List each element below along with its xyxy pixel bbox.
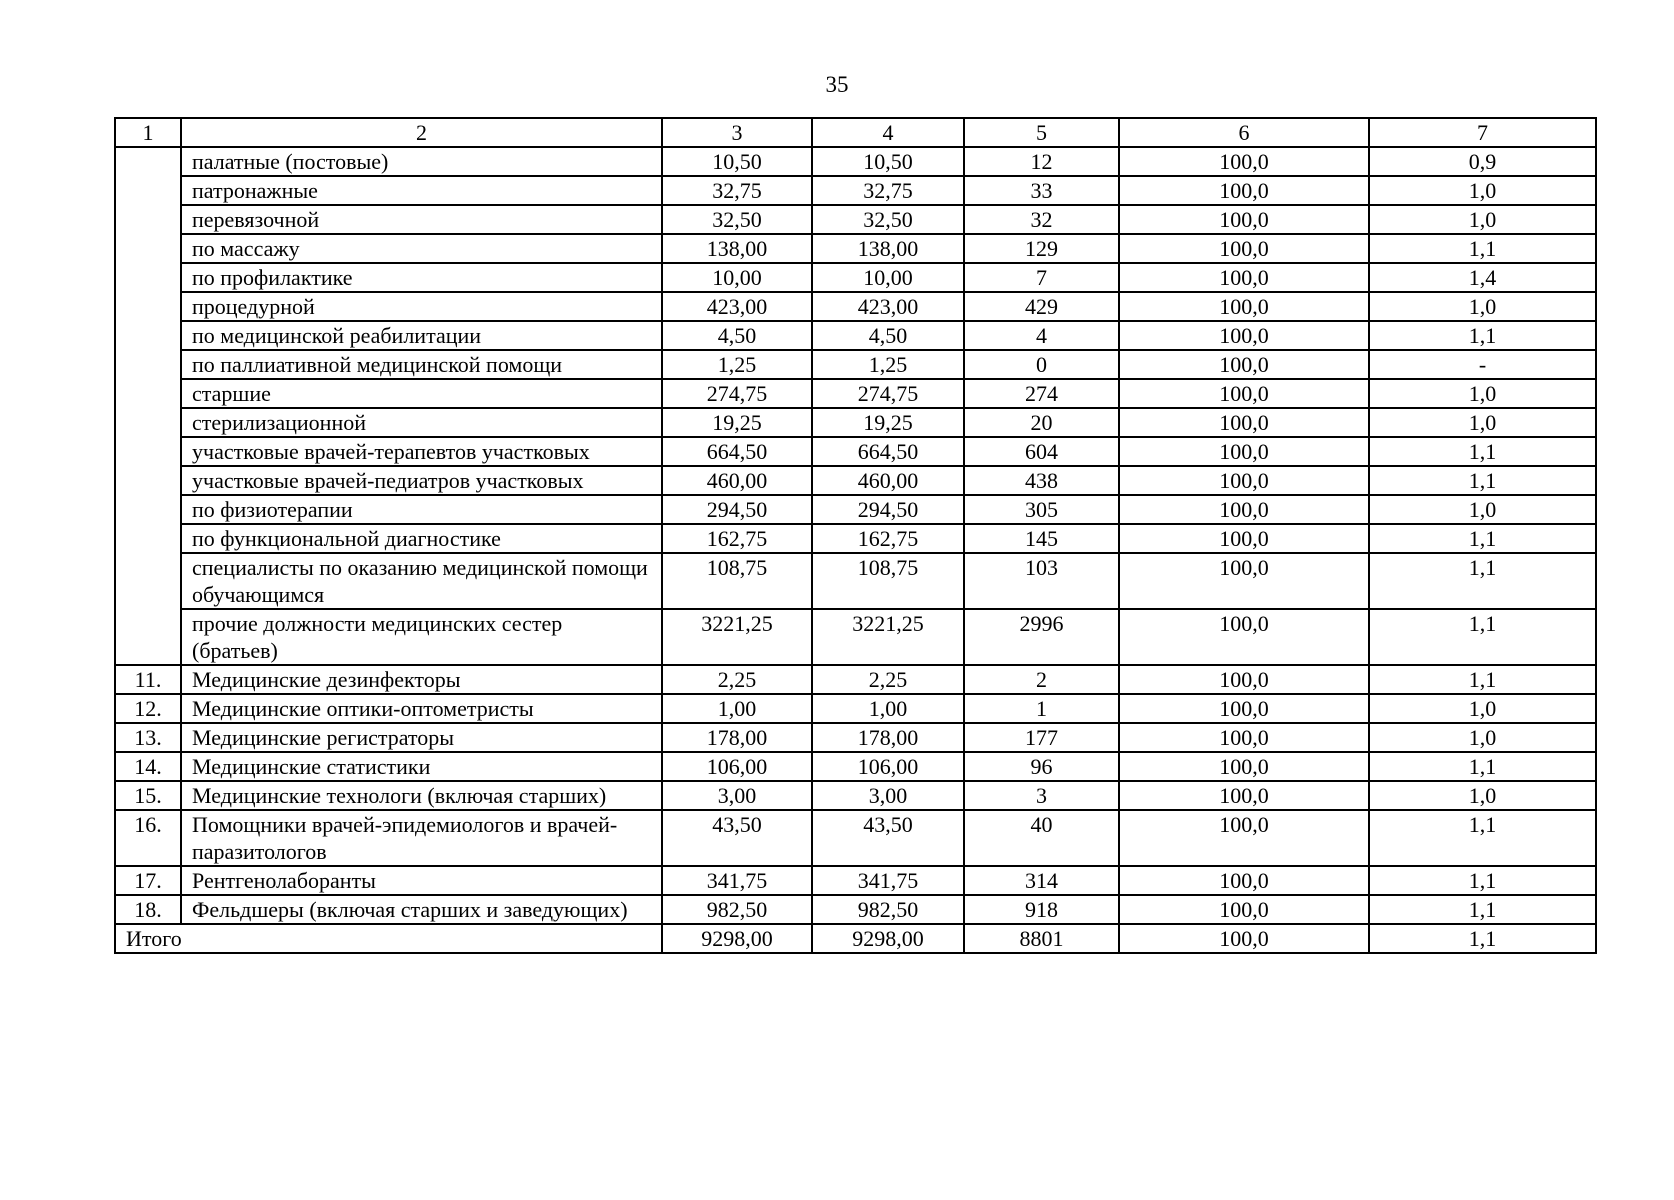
col6-value: 100,0: [1119, 665, 1369, 694]
col5-value: 32: [964, 205, 1119, 234]
col5-value: 305: [964, 495, 1119, 524]
col3-value: 341,75: [662, 866, 812, 895]
col5-value: 0: [964, 350, 1119, 379]
col6-value: 100,0: [1119, 408, 1369, 437]
position-name: по массажу: [181, 234, 662, 263]
position-name: Помощники врачей-эпидемиологов и врачей-паразитологов: [181, 810, 662, 866]
col7-value: 1,0: [1369, 205, 1596, 234]
row-number: 16.: [115, 810, 181, 866]
col6-value: 100,0: [1119, 495, 1369, 524]
col4-value: 423,00: [812, 292, 964, 321]
col3-value: 43,50: [662, 810, 812, 866]
col6-value: 100,0: [1119, 895, 1369, 924]
col5-value: 12: [964, 147, 1119, 176]
col3-value: 32,75: [662, 176, 812, 205]
col7-value: 1,0: [1369, 694, 1596, 723]
col5-value: 429: [964, 292, 1119, 321]
position-name: Рентгенолаборанты: [181, 866, 662, 895]
header-cell: 4: [812, 118, 964, 147]
header-cell: 1: [115, 118, 181, 147]
position-name: процедурной: [181, 292, 662, 321]
header-row: [115, 118, 1596, 147]
table-row: [115, 408, 1596, 437]
table-row: [115, 524, 1596, 553]
col7-value: 1,1: [1369, 609, 1596, 665]
row-number: 13.: [115, 723, 181, 752]
position-name: участковые врачей-педиатров участковых: [181, 466, 662, 495]
col7-value: 1,1: [1369, 665, 1596, 694]
col4-value: 32,75: [812, 176, 964, 205]
position-name: патронажные: [181, 176, 662, 205]
col7-value: 1,0: [1369, 379, 1596, 408]
col3-value: 4,50: [662, 321, 812, 350]
col4-value: 982,50: [812, 895, 964, 924]
position-name: по профилактике: [181, 263, 662, 292]
table-row: [115, 263, 1596, 292]
col4-value: 32,50: [812, 205, 964, 234]
col4-value: 178,00: [812, 723, 964, 752]
position-name: специалисты по оказанию медицинской помощи обучающимся: [181, 553, 662, 609]
position-name: стерилизационной: [181, 408, 662, 437]
col5-value: 314: [964, 866, 1119, 895]
col7-value: 1,1: [1369, 752, 1596, 781]
col4-value: 108,75: [812, 553, 964, 609]
col5-value: 604: [964, 437, 1119, 466]
col4-value: 341,75: [812, 866, 964, 895]
position-name: по физиотерапии: [181, 495, 662, 524]
col3-value: 1,00: [662, 694, 812, 723]
row-number: 14.: [115, 752, 181, 781]
col6-value: 100,0: [1119, 752, 1369, 781]
col4-value: 10,50: [812, 147, 964, 176]
col4-value: 3,00: [812, 781, 964, 810]
table-row: [115, 437, 1596, 466]
table-row: [115, 609, 1596, 665]
col3-value: 178,00: [662, 723, 812, 752]
col4-value: 1,00: [812, 694, 964, 723]
total-label: Итого: [115, 924, 662, 953]
col3-value: 10,50: [662, 147, 812, 176]
position-name: по функциональной диагностике: [181, 524, 662, 553]
col3-value: 1,25: [662, 350, 812, 379]
total-col6-value: 100,0: [1119, 924, 1369, 953]
position-name: Медицинские оптики-оптометристы: [181, 694, 662, 723]
col3-value: 460,00: [662, 466, 812, 495]
table-row: [115, 176, 1596, 205]
col6-value: 100,0: [1119, 781, 1369, 810]
col6-value: 100,0: [1119, 292, 1369, 321]
position-name: Медицинские дезинфекторы: [181, 665, 662, 694]
col4-value: 664,50: [812, 437, 964, 466]
col7-value: 1,1: [1369, 895, 1596, 924]
row-number: 12.: [115, 694, 181, 723]
col5-value: 103: [964, 553, 1119, 609]
col5-value: 438: [964, 466, 1119, 495]
position-name: палатные (постовые): [181, 147, 662, 176]
col7-value: 1,1: [1369, 234, 1596, 263]
total-row: [115, 924, 1596, 953]
col5-value: 33: [964, 176, 1119, 205]
col3-value: 2,25: [662, 665, 812, 694]
col7-value: -: [1369, 350, 1596, 379]
col7-value: 1,0: [1369, 781, 1596, 810]
col4-value: 10,00: [812, 263, 964, 292]
col5-value: 20: [964, 408, 1119, 437]
position-name: прочие должности медицинских сестер (братьев): [181, 609, 662, 665]
col6-value: 100,0: [1119, 205, 1369, 234]
col3-value: 138,00: [662, 234, 812, 263]
col3-value: 294,50: [662, 495, 812, 524]
col3-value: 3221,25: [662, 609, 812, 665]
col6-value: 100,0: [1119, 553, 1369, 609]
col5-value: 4: [964, 321, 1119, 350]
col7-value: 1,1: [1369, 524, 1596, 553]
position-name: перевязочной: [181, 205, 662, 234]
row-number: 11.: [115, 665, 181, 694]
table-row: [115, 234, 1596, 263]
col4-value: 2,25: [812, 665, 964, 694]
row-number: 17.: [115, 866, 181, 895]
col6-value: 100,0: [1119, 466, 1369, 495]
col5-value: 177: [964, 723, 1119, 752]
col6-value: 100,0: [1119, 866, 1369, 895]
col5-value: 145: [964, 524, 1119, 553]
header-cell: 7: [1369, 118, 1596, 147]
col4-value: 294,50: [812, 495, 964, 524]
header-cell: 5: [964, 118, 1119, 147]
col4-value: 19,25: [812, 408, 964, 437]
table-row: [115, 350, 1596, 379]
col4-value: 106,00: [812, 752, 964, 781]
col5-value: 96: [964, 752, 1119, 781]
total-col4-value: 9298,00: [812, 924, 964, 953]
position-name: Медицинские технологи (включая старших): [181, 781, 662, 810]
col6-value: 100,0: [1119, 321, 1369, 350]
col7-value: 1,1: [1369, 810, 1596, 866]
col6-value: 100,0: [1119, 437, 1369, 466]
table-row: [115, 665, 1596, 694]
col4-value: 3221,25: [812, 609, 964, 665]
table-row: [115, 495, 1596, 524]
table-row: [115, 810, 1596, 866]
col7-value: 1,4: [1369, 263, 1596, 292]
col3-value: 32,50: [662, 205, 812, 234]
col7-value: 1,0: [1369, 723, 1596, 752]
col4-value: 162,75: [812, 524, 964, 553]
table-row: [115, 466, 1596, 495]
col7-value: 1,0: [1369, 495, 1596, 524]
table-row: [115, 321, 1596, 350]
col3-value: 10,00: [662, 263, 812, 292]
col6-value: 100,0: [1119, 379, 1369, 408]
total-col3-value: 9298,00: [662, 924, 812, 953]
col4-value: 274,75: [812, 379, 964, 408]
col7-value: 0,9: [1369, 147, 1596, 176]
table-row: [115, 694, 1596, 723]
table-row: [115, 553, 1596, 609]
position-name: Медицинские регистраторы: [181, 723, 662, 752]
col5-value: 274: [964, 379, 1119, 408]
col4-value: 43,50: [812, 810, 964, 866]
col6-value: 100,0: [1119, 176, 1369, 205]
staffing-table: [114, 117, 1597, 954]
row-number-cell-empty: [115, 147, 181, 665]
col3-value: 423,00: [662, 292, 812, 321]
table-row: [115, 752, 1596, 781]
col4-value: 1,25: [812, 350, 964, 379]
table-row: [115, 781, 1596, 810]
page-number: 35: [825, 72, 849, 97]
col6-value: 100,0: [1119, 147, 1369, 176]
col7-value: 1,1: [1369, 553, 1596, 609]
col5-value: 918: [964, 895, 1119, 924]
col3-value: 274,75: [662, 379, 812, 408]
col5-value: 129: [964, 234, 1119, 263]
row-number: 15.: [115, 781, 181, 810]
position-name: по медицинской реабилитации: [181, 321, 662, 350]
table-row: [115, 292, 1596, 321]
col7-value: 1,1: [1369, 466, 1596, 495]
col7-value: 1,1: [1369, 866, 1596, 895]
table-row: [115, 895, 1596, 924]
col6-value: 100,0: [1119, 234, 1369, 263]
position-name: участковые врачей-терапевтов участковых: [181, 437, 662, 466]
row-number: 18.: [115, 895, 181, 924]
col5-value: 7: [964, 263, 1119, 292]
col3-value: 3,00: [662, 781, 812, 810]
col7-value: 1,0: [1369, 408, 1596, 437]
col6-value: 100,0: [1119, 524, 1369, 553]
position-name: по паллиативной медицинской помощи: [181, 350, 662, 379]
col3-value: 106,00: [662, 752, 812, 781]
position-name: старшие: [181, 379, 662, 408]
header-cell: 6: [1119, 118, 1369, 147]
position-name: Медицинские статистики: [181, 752, 662, 781]
col7-value: 1,1: [1369, 437, 1596, 466]
col6-value: 100,0: [1119, 609, 1369, 665]
col6-value: 100,0: [1119, 723, 1369, 752]
table-row: [115, 379, 1596, 408]
col3-value: 108,75: [662, 553, 812, 609]
col5-value: 1: [964, 694, 1119, 723]
col3-value: 19,25: [662, 408, 812, 437]
header-cell: 3: [662, 118, 812, 147]
col5-value: 3: [964, 781, 1119, 810]
col3-value: 664,50: [662, 437, 812, 466]
col3-value: 982,50: [662, 895, 812, 924]
col5-value: 2: [964, 665, 1119, 694]
table-body: [115, 118, 1596, 953]
col6-value: 100,0: [1119, 694, 1369, 723]
col4-value: 4,50: [812, 321, 964, 350]
total-col5-value: 8801: [964, 924, 1119, 953]
col5-value: 40: [964, 810, 1119, 866]
col4-value: 460,00: [812, 466, 964, 495]
table-row: [115, 723, 1596, 752]
header-cell: 2: [181, 118, 662, 147]
total-col7-value: 1,1: [1369, 924, 1596, 953]
table-row: [115, 205, 1596, 234]
table-row: [115, 147, 1596, 176]
col7-value: 1,1: [1369, 321, 1596, 350]
col5-value: 2996: [964, 609, 1119, 665]
col6-value: 100,0: [1119, 350, 1369, 379]
col4-value: 138,00: [812, 234, 964, 263]
col6-value: 100,0: [1119, 263, 1369, 292]
table-row: [115, 866, 1596, 895]
col7-value: 1,0: [1369, 176, 1596, 205]
col3-value: 162,75: [662, 524, 812, 553]
col7-value: 1,0: [1369, 292, 1596, 321]
col6-value: 100,0: [1119, 810, 1369, 866]
position-name: Фельдшеры (включая старших и заведующих): [181, 895, 662, 924]
